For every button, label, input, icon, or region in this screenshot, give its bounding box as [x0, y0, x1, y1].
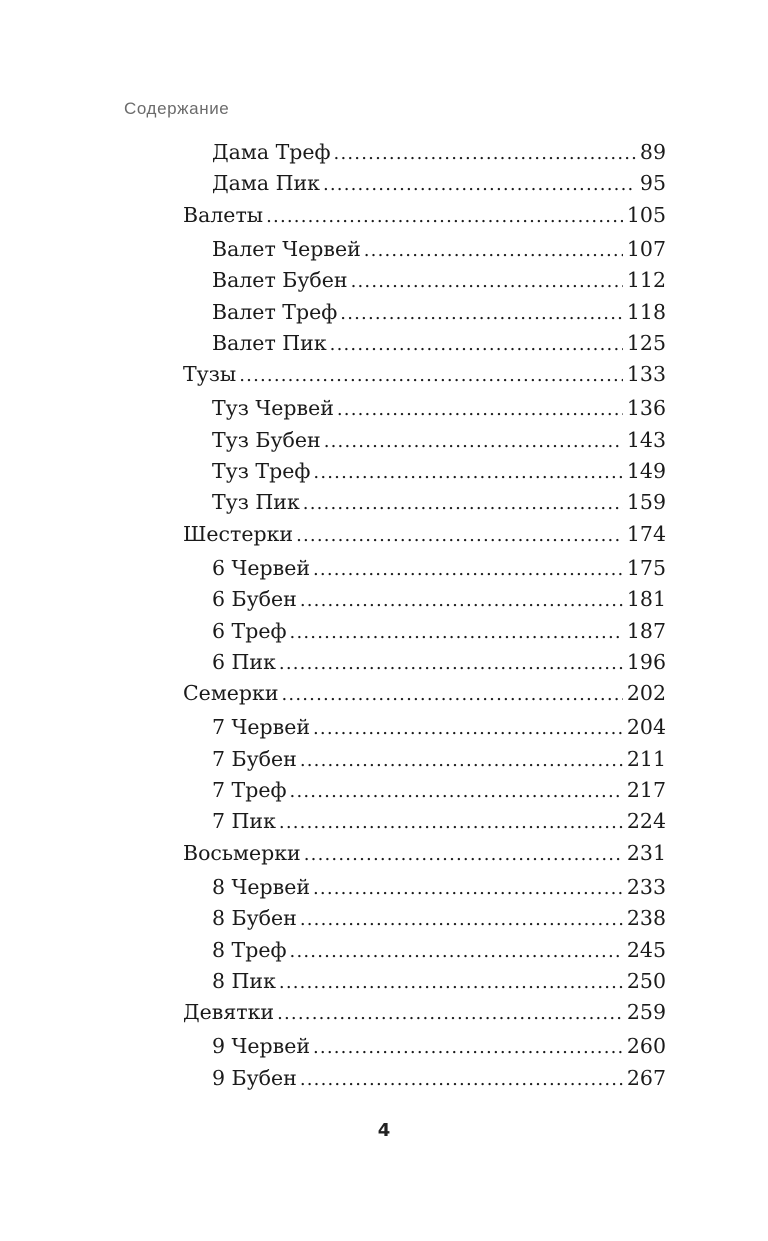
toc-section-entry	[183, 839, 666, 869]
toc-subsection-entry	[212, 807, 666, 837]
toc-dot-leader	[296, 522, 623, 550]
toc-entry-title: Валет Бубен	[212, 268, 348, 293]
toc-subsection-entry	[212, 266, 666, 296]
toc-section-entry	[183, 201, 666, 231]
toc-entry-page: 181	[626, 587, 666, 612]
toc-entry-title: 8 Бубен	[212, 906, 297, 931]
toc-entry-title: 8 Червей	[212, 874, 310, 899]
toc-dot-leader	[313, 715, 623, 743]
toc-subsection-entry	[212, 648, 666, 678]
toc-entry-title: 6 Пик	[212, 649, 276, 674]
toc-entry-page: 238	[626, 906, 666, 931]
toc-subsection-entry	[212, 585, 666, 615]
toc-entry-page: 136	[626, 396, 666, 421]
toc-entry-title: 6 Червей	[212, 555, 310, 580]
toc-entry-title: 6 Треф	[212, 618, 287, 643]
toc-dot-leader	[282, 681, 623, 709]
running-head-title: Содержание	[124, 99, 230, 118]
toc-entry-page: 143	[626, 427, 666, 452]
toc-subsection-entry	[212, 298, 666, 328]
toc-entry-page: 259	[626, 1000, 666, 1025]
toc-entry-title: Валет Треф	[212, 299, 338, 324]
toc-subsection-entry	[212, 713, 666, 743]
page-number: 4	[377, 1120, 391, 1141]
toc-entry-title: Дама Пик	[212, 171, 320, 196]
toc-dot-leader	[303, 490, 623, 518]
toc-entry-title: 9 Бубен	[212, 1065, 297, 1090]
toc-section-entry	[183, 998, 666, 1028]
toc-entry-page: 107	[626, 236, 666, 261]
toc-dot-leader	[290, 938, 623, 966]
toc-entry-page: 224	[626, 809, 666, 834]
toc-dot-leader	[279, 809, 623, 837]
toc-subsection-entry	[212, 457, 666, 487]
toc-entry-page: 267	[626, 1065, 666, 1090]
toc-entry-page: 250	[626, 968, 666, 993]
toc-entry-title: Восьмерки	[183, 840, 301, 865]
toc-entry-page: 133	[626, 362, 666, 387]
toc-entry-page: 125	[626, 330, 666, 355]
toc-dot-leader	[290, 619, 623, 647]
toc-entry-page: 217	[626, 778, 666, 802]
toc-subsection-entry	[212, 394, 666, 424]
toc-entry-title: 8 Треф	[212, 937, 287, 962]
toc-entry-title: Туз Треф	[212, 459, 311, 483]
toc-dot-leader	[300, 587, 623, 615]
toc-entry-title: Девятки	[183, 1000, 275, 1025]
toc-entry-title: 6 Бубен	[212, 587, 297, 612]
toc-dot-leader	[279, 969, 623, 997]
toc-subsection-entry	[212, 617, 666, 647]
toc-entry-title: Валеты	[183, 202, 264, 227]
toc-dot-leader	[340, 300, 623, 328]
toc-entry-page: 89	[639, 140, 666, 164]
toc-entry-page: 159	[626, 490, 666, 515]
toc-entry-page: 233	[626, 874, 666, 899]
toc-section-entry	[183, 520, 666, 550]
toc-dot-leader	[279, 650, 623, 678]
toc-entry-title: 9 Червей	[212, 1034, 310, 1059]
toc-entry-page: 95	[639, 171, 666, 196]
toc-entry-page: 175	[626, 555, 666, 580]
toc-entry-title: Валет Пик	[212, 330, 327, 355]
toc-dot-leader	[364, 237, 623, 265]
toc-dot-leader	[313, 875, 623, 903]
toc-entry-page: 105	[626, 202, 666, 227]
toc-subsection-entry	[212, 936, 666, 966]
toc-entry-title: Туз Бубен	[212, 427, 321, 452]
toc-entry-page: 118	[626, 299, 666, 324]
toc-entry-title: 7 Бубен	[212, 746, 297, 771]
toc-dot-leader	[330, 331, 623, 359]
toc-entry-page: 187	[626, 618, 666, 643]
toc-dot-leader	[300, 1066, 623, 1094]
toc-dot-leader	[277, 1000, 623, 1028]
toc-dot-leader	[334, 140, 636, 168]
toc-dot-leader	[313, 459, 622, 487]
toc-entry-title: Туз Червей	[212, 396, 334, 421]
toc-entry-title: Шестерки	[183, 521, 294, 546]
toc-dot-leader	[351, 268, 623, 296]
toc-entry-title: Тузы	[183, 362, 237, 387]
toc-subsection-entry	[212, 329, 666, 359]
toc-section-entry	[183, 360, 666, 390]
toc-subsection-entry	[212, 138, 666, 168]
toc-entry-title: Туз Пик	[212, 490, 300, 515]
toc-entry-title: 7 Червей	[212, 715, 310, 740]
toc-entry-page: 174	[626, 521, 666, 546]
toc-dot-leader	[323, 171, 636, 199]
toc-entry-page: 196	[626, 649, 666, 674]
toc-section-entry	[183, 679, 666, 709]
toc-subsection-entry	[212, 554, 666, 584]
toc-entry-title: Валет Червей	[212, 236, 361, 261]
toc-entry-page: 260	[626, 1034, 666, 1059]
toc-subsection-entry	[212, 1064, 666, 1094]
toc-entry-page: 202	[626, 681, 666, 706]
toc-dot-leader	[300, 906, 623, 934]
toc-dot-leader	[313, 556, 623, 584]
toc-entry-title: 7 Пик	[212, 809, 276, 834]
toc-entry-title: 7 Треф	[212, 778, 287, 802]
toc-entry-page: 112	[626, 268, 666, 293]
toc-dot-leader	[337, 396, 623, 424]
toc-dot-leader	[266, 203, 623, 231]
toc-subsection-entry	[212, 873, 666, 903]
toc-subsection-entry	[212, 488, 666, 518]
toc-dot-leader	[324, 428, 623, 456]
toc-entry-title: Семерки	[183, 681, 279, 706]
toc-dot-leader	[304, 841, 623, 869]
toc-subsection-entry	[212, 169, 666, 199]
toc-entry-page: 231	[626, 840, 666, 865]
toc-subsection-entry	[212, 967, 666, 997]
toc-entry-title: 8 Пик	[212, 968, 276, 993]
toc-entry-page: 211	[626, 746, 666, 771]
toc-subsection-entry	[212, 745, 666, 775]
toc-entry-page: 204	[626, 715, 666, 740]
toc-entry-title: Дама Треф	[212, 140, 331, 164]
toc-subsection-entry	[212, 904, 666, 934]
toc-entry-page: 149	[626, 459, 666, 483]
toc-dot-leader	[300, 747, 623, 775]
toc-subsection-entry	[212, 776, 666, 806]
toc-dot-leader	[239, 362, 623, 390]
toc-entry-page: 245	[626, 937, 666, 962]
toc-subsection-entry	[212, 426, 666, 456]
toc-subsection-entry	[212, 1032, 666, 1062]
toc-dot-leader	[290, 778, 623, 806]
toc-dot-leader	[313, 1034, 623, 1062]
toc-subsection-entry	[212, 235, 666, 265]
